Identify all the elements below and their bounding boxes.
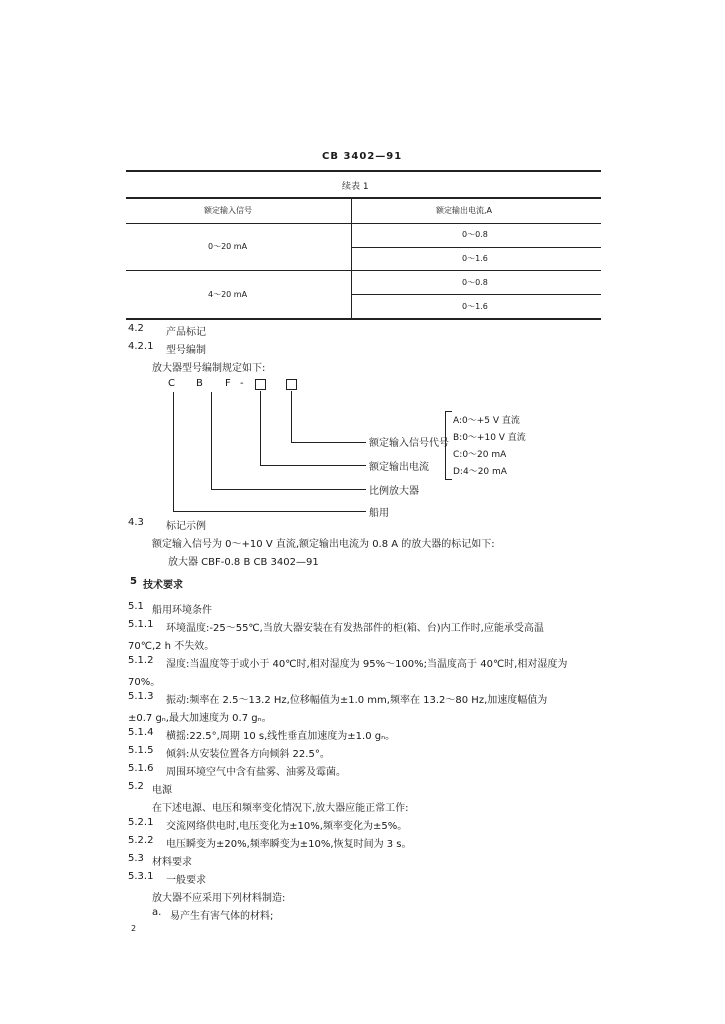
table-cell-output: 0～1.6 bbox=[462, 302, 488, 311]
table-sub-rule bbox=[352, 294, 601, 295]
label-proportional-amplifier: 比例放大器 bbox=[369, 486, 419, 497]
table-bottom-rule bbox=[126, 318, 601, 320]
model-letter: B bbox=[196, 378, 203, 389]
clause-5-3-1-title: 一般要求 bbox=[166, 875, 206, 886]
section-5-3-title: 材料要求 bbox=[152, 857, 192, 868]
clause-5-1-5-number: 5.1.5 bbox=[128, 745, 154, 756]
clause-5-1-2-number: 5.1.2 bbox=[128, 655, 154, 666]
leader-line bbox=[211, 489, 366, 490]
table-cell-input: 4～20 mA bbox=[208, 290, 248, 299]
section-4-2-title: 产品标记 bbox=[166, 327, 206, 338]
table-col-divider bbox=[351, 198, 352, 319]
section-5-2-number: 5.2 bbox=[128, 781, 144, 792]
label-marine: 船用 bbox=[369, 508, 389, 519]
section-5-1-number: 5.1 bbox=[128, 601, 144, 612]
model-intro: 放大器型号编制规定如下: bbox=[152, 363, 266, 374]
clause-5-1-4-text: 横摇:22.5°,周期 10 s,线性垂直加速度为±1.0 gₙ。 bbox=[166, 731, 396, 742]
code-option: A:0～+5 V 直流 bbox=[453, 416, 520, 426]
clause-5-2-2-text: 电压瞬变为±20%,频率瞬变为±10%,恢复时间为 3 s。 bbox=[166, 839, 412, 850]
table-sub-rule bbox=[352, 247, 601, 248]
table-cell-input: 0～20 mA bbox=[208, 242, 248, 251]
section-5-number: 5 bbox=[130, 576, 137, 587]
section-5-title: 技术要求 bbox=[143, 580, 183, 591]
section-5-2-title: 电源 bbox=[152, 785, 172, 796]
leader-line bbox=[173, 392, 174, 511]
page-number: 2 bbox=[131, 924, 137, 933]
section-5-3-number: 5.3 bbox=[128, 853, 144, 864]
clause-5-1-1-text: 环境温度:-25～55℃,当放大器安装在有发热部件的柜(箱、台)内工作时,应能承受高温 bbox=[166, 623, 544, 634]
clause-5-2-1-number: 5.2.1 bbox=[128, 817, 154, 828]
label-output-current: 额定输出电流 bbox=[369, 462, 429, 473]
table-row-rule bbox=[126, 270, 601, 271]
leader-line bbox=[173, 511, 366, 512]
clause-5-1-2-text-cont: 70%。 bbox=[128, 677, 161, 688]
leader-line bbox=[211, 392, 212, 489]
section-4-2-1-number: 4.2.1 bbox=[128, 341, 154, 352]
leader-line bbox=[291, 442, 366, 443]
section-5-2-text: 在下述电源、电压和频率变化情况下,放大器应能正常工作: bbox=[152, 803, 409, 814]
clause-5-3-1-number: 5.3.1 bbox=[128, 871, 154, 882]
marking-example-text: 额定输入信号为 0～+10 V 直流,额定输出电流为 0.8 A 的放大器的标记如下: bbox=[152, 539, 495, 550]
section-4-2-1-title: 型号编制 bbox=[166, 345, 206, 356]
table-cell-output: 0～0.8 bbox=[462, 278, 488, 287]
col-header-input: 额定输入信号 bbox=[204, 206, 252, 215]
clause-5-1-2-text: 湿度:当温度等于或小于 40℃时,相对湿度为 95%～100%;当温度高于 40℃时,相对湿度为 bbox=[166, 659, 568, 670]
list-item-a: 易产生有害气体的材料; bbox=[170, 911, 274, 922]
code-brace bbox=[445, 411, 452, 480]
section-4-3-number: 4.3 bbox=[128, 517, 144, 528]
header-rule bbox=[126, 170, 601, 172]
model-slot-signal bbox=[286, 379, 297, 390]
model-slot-current bbox=[255, 379, 266, 390]
clause-5-2-2-number: 5.2.2 bbox=[128, 835, 154, 846]
clause-5-2-1-text: 交流网络供电时,电压变化为±10%,频率变化为±5%。 bbox=[166, 821, 408, 832]
col-header-output: 额定输出电流,A bbox=[436, 206, 493, 215]
table-title: 续表 1 bbox=[342, 182, 369, 192]
section-4-3-title: 标记示例 bbox=[166, 521, 206, 532]
code-option: C:0～20 mA bbox=[453, 450, 507, 460]
code-option: D:4～20 mA bbox=[453, 467, 507, 477]
clause-5-1-3-text: 振动:频率在 2.5～13.2 Hz,位移幅值为±1.0 mm,频率在 13.2～80 Hz,加速度幅值为 bbox=[166, 695, 548, 706]
label-input-signal-code: 额定输入信号代号 bbox=[369, 438, 449, 449]
clause-5-1-1-text-cont: 70℃,2 h 不失效。 bbox=[128, 641, 215, 652]
leader-line bbox=[291, 391, 292, 442]
marking-example: 放大器 CBF-0.8 B CB 3402—91 bbox=[168, 557, 319, 568]
leader-line bbox=[260, 465, 366, 466]
model-letter: - bbox=[240, 378, 244, 389]
clause-5-1-1-number: 5.1.1 bbox=[128, 619, 154, 630]
table-cell-output: 0～1.6 bbox=[462, 254, 488, 263]
standard-number: CB 3402—91 bbox=[322, 151, 403, 162]
clause-5-1-5-text: 倾斜:从安装位置各方向倾斜 22.5°。 bbox=[166, 749, 330, 760]
leader-line bbox=[260, 391, 261, 465]
table-cell-output: 0～0.8 bbox=[462, 230, 488, 239]
clause-5-1-6-text: 周围环境空气中含有盐雾、油雾及霉菌。 bbox=[166, 767, 346, 778]
model-letter: F bbox=[225, 378, 231, 389]
clause-5-3-1-text: 放大器不应采用下列材料制造: bbox=[152, 893, 286, 904]
model-letter: C bbox=[168, 378, 175, 389]
clause-5-1-3-text-cont: ±0.7 gₙ,最大加速度为 0.7 gₙ。 bbox=[128, 713, 272, 724]
clause-5-1-3-number: 5.1.3 bbox=[128, 691, 154, 702]
clause-5-1-6-number: 5.1.6 bbox=[128, 763, 154, 774]
section-5-1-title: 船用环境条件 bbox=[152, 605, 212, 616]
clause-5-1-4-number: 5.1.4 bbox=[128, 727, 154, 738]
table-top-rule bbox=[126, 197, 601, 199]
list-item-a-label: a. bbox=[152, 907, 162, 918]
table-header-rule bbox=[126, 223, 601, 224]
code-option: B:0～+10 V 直流 bbox=[453, 433, 526, 443]
section-4-2-number: 4.2 bbox=[128, 323, 144, 334]
